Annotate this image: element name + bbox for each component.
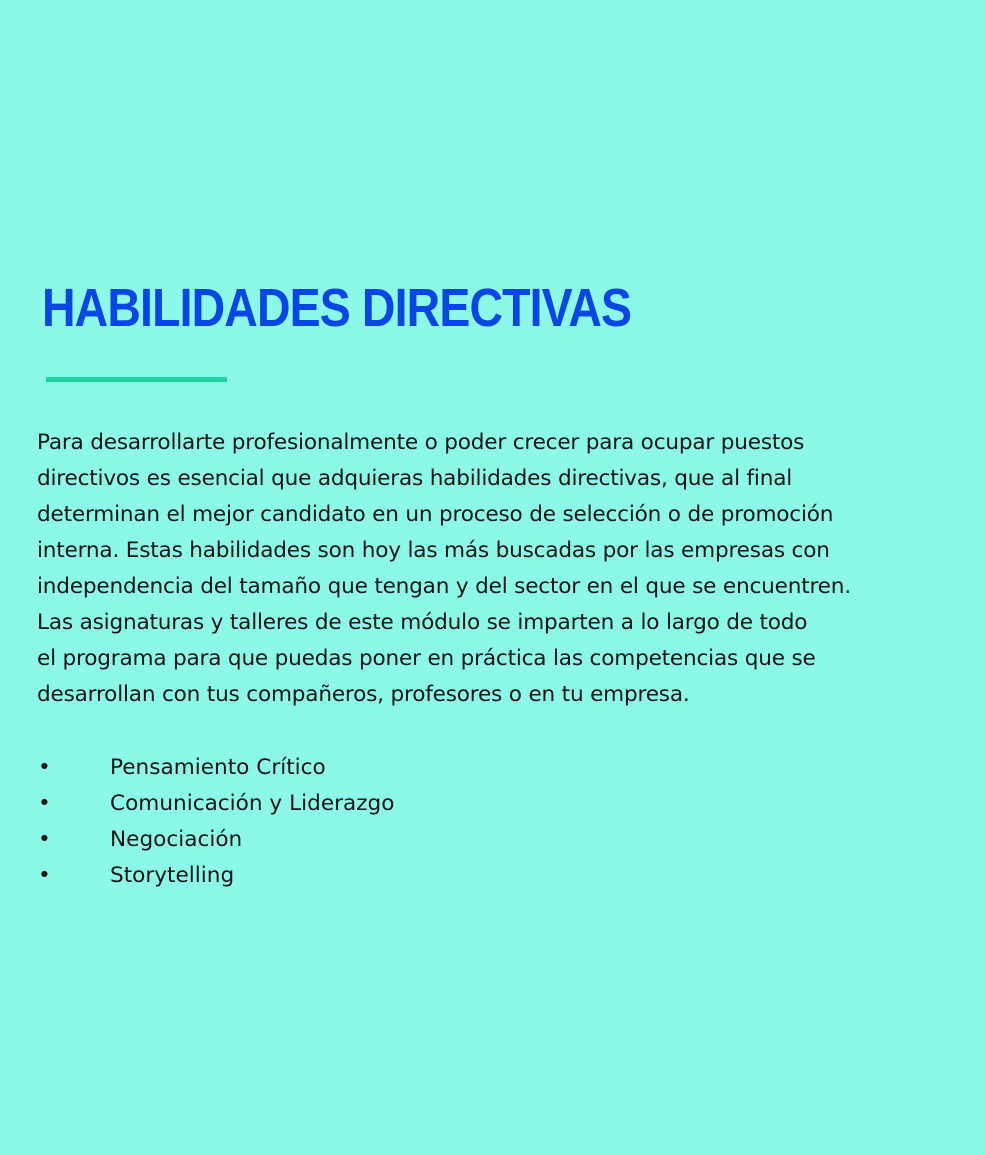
bullet-icon: • — [38, 755, 51, 780]
list-item — [37, 822, 394, 858]
list-item — [37, 750, 394, 786]
list-item-label: Comunicación y Liderazgo — [110, 791, 395, 816]
paragraph-line: directivos es esencial que adquieras habilidades directivas, que al final — [37, 466, 793, 491]
paragraph-line: determinan el mejor candidato en un proceso de selección o de promoción — [37, 502, 834, 527]
paragraph-line: desarrollan con tus compañeros, profesores o en tu empresa. — [37, 682, 690, 707]
paragraph-line: Para desarrollarte profesionalmente o poder crecer para ocupar puestos — [37, 430, 805, 455]
description-paragraph — [37, 425, 937, 713]
title-underline — [46, 377, 227, 382]
paragraph-line: el programa para que puedas poner en práctica las competencias que se — [37, 646, 816, 671]
list-item-label: Pensamiento Crítico — [110, 755, 326, 780]
paragraph-line: independencia del tamaño que tengan y del sector en el que se encuentren. — [37, 574, 851, 599]
bullet-icon: • — [38, 791, 51, 816]
list-item-label: Negociación — [110, 827, 243, 852]
page-title: HABILIDADES DIRECTIVAS — [42, 278, 632, 338]
list-item — [37, 786, 394, 822]
bullet-icon: • — [38, 827, 51, 852]
paragraph-line: interna. Estas habilidades son hoy las más buscadas por las empresas con — [37, 538, 830, 563]
bullet-icon: • — [38, 863, 51, 888]
skills-list — [37, 750, 394, 894]
list-item-label: Storytelling — [110, 863, 235, 888]
paragraph-line: Las asignaturas y talleres de este módulo se imparten a lo largo de todo — [37, 610, 808, 635]
list-item — [37, 858, 394, 894]
